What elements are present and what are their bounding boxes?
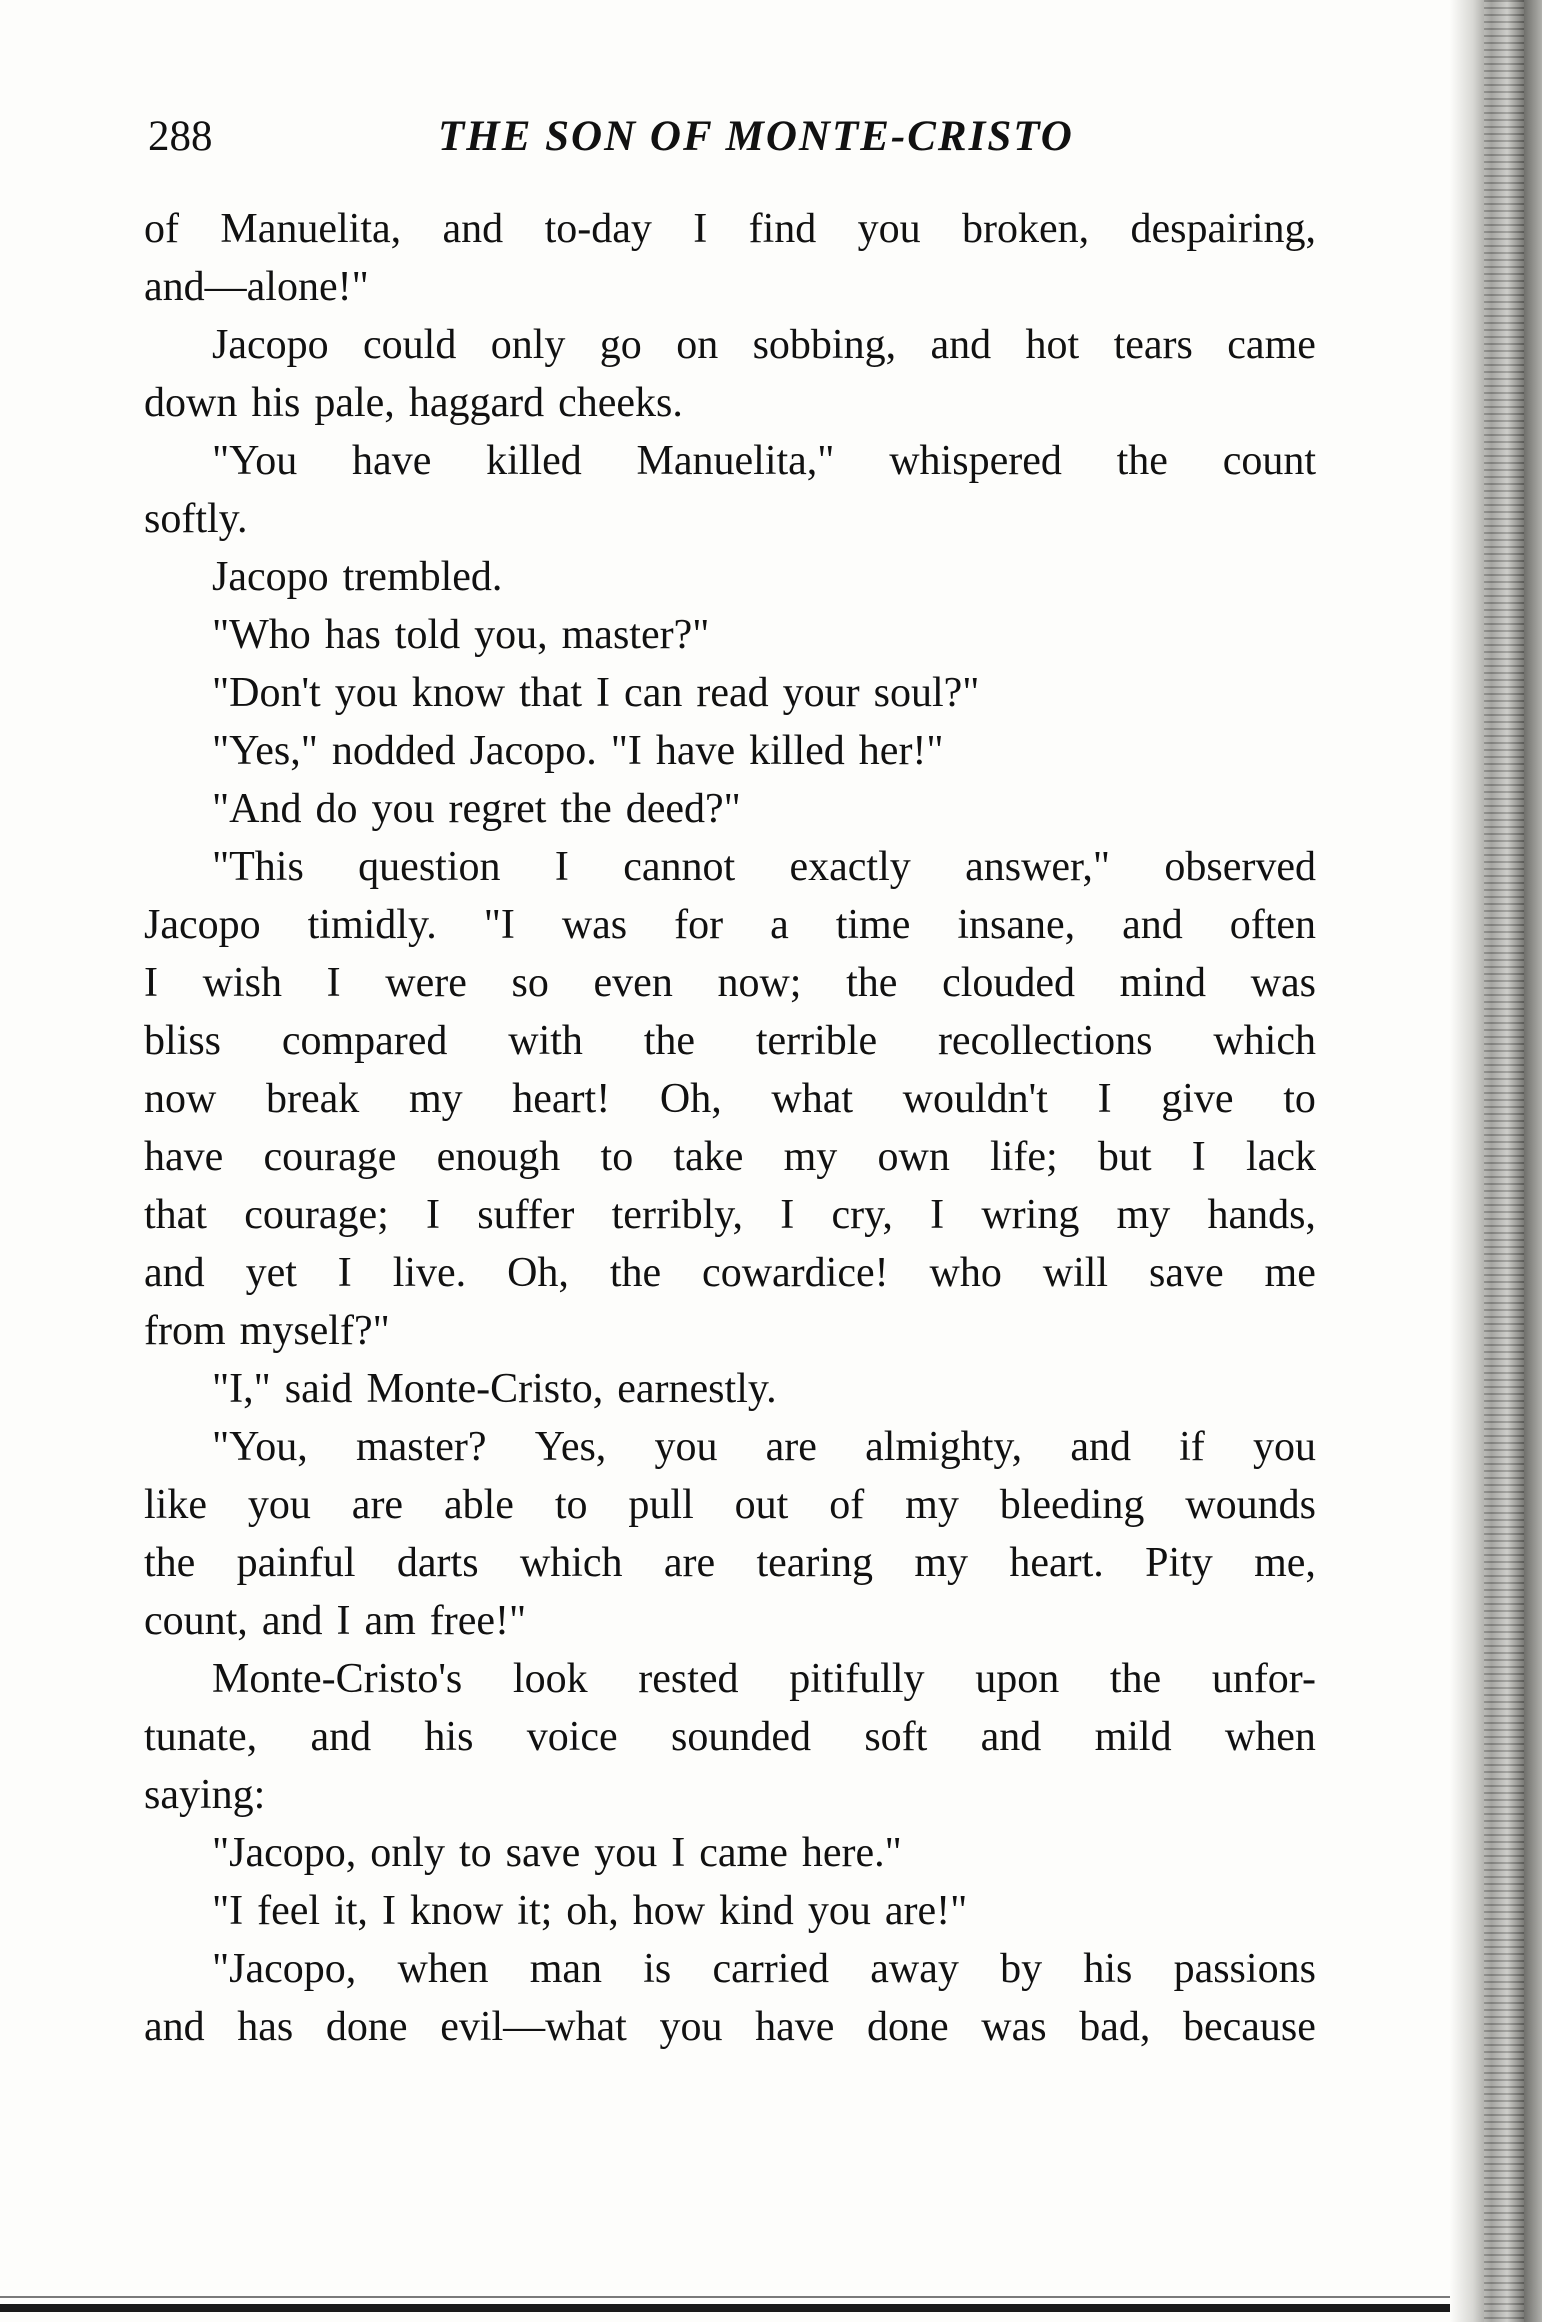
text-line: bliss compared with the terrible recollections which [144,1018,1316,1064]
text-line: have courage enough to take my own life; but I lack [144,1134,1316,1180]
text-line: "Don't you know that I can read your soul?" [212,670,980,716]
text-line: Jacopo timidly. "I was for a time insane, and often [144,902,1316,948]
text-line: count, and I am free!" [144,1598,527,1644]
text-line: Jacopo trembled. [212,554,503,600]
text-line: "I feel it, I know it; oh, how kind you are!" [212,1888,968,1934]
page-gutter-shadow [1450,0,1542,2322]
text-line: "You, master? Yes, you are almighty, and if you [212,1424,1316,1470]
text-line: Jacopo could only go on sobbing, and hot tears came [212,322,1316,368]
body-text [144,200,1316,2056]
text-line: and—alone!" [144,264,369,310]
text-line: saying: [144,1772,266,1818]
text-line: of Manuelita, and to-day I find you broken, despairing, [144,206,1316,252]
page-number: 288 [148,113,213,160]
text-line: like you are able to pull out of my bleeding wounds [144,1482,1316,1528]
text-line: now break my heart! Oh, what wouldn't I give to [144,1076,1316,1122]
text-line: from myself?" [144,1308,390,1354]
gutter-speckle [1484,0,1524,2322]
text-line: tunate, and his voice sounded soft and mild when [144,1714,1316,1760]
text-line: "Jacopo, only to save you I came here." [212,1830,902,1876]
text-line: softly. [144,496,248,542]
text-line: "This question I cannot exactly answer," observed [212,844,1316,890]
bottom-rule [0,2304,1450,2312]
text-line: I wish I were so even now; the clouded mind was [144,960,1316,1006]
text-line: and has done evil—what you have done was bad, because [144,2004,1316,2050]
text-line: "Yes," nodded Jacopo. "I have killed her!" [212,728,944,774]
text-line: "Who has told you, master?" [212,612,710,658]
page-header [148,112,1318,172]
text-line: Monte-Cristo's look rested pitifully upon the unfor- [212,1656,1316,1702]
text-line: down his pale, haggard cheeks. [144,380,683,426]
text-line: and yet I live. Oh, the cowardice! who will save me [144,1250,1316,1296]
text-line: "And do you regret the deed?" [212,786,741,832]
bottom-rule-thin [0,2296,1450,2298]
running-title: THE SON OF MONTE-CRISTO [438,113,1074,160]
text-line: "Jacopo, when man is carried away by his passions [212,1946,1316,1992]
text-line: "I," said Monte-Cristo, earnestly. [212,1366,777,1412]
text-line: the painful darts which are tearing my heart. Pity me, [144,1540,1316,1586]
text-line: "You have killed Manuelita," whispered the count [212,438,1316,484]
text-line: that courage; I suffer terribly, I cry, I wring my hands, [144,1192,1316,1238]
